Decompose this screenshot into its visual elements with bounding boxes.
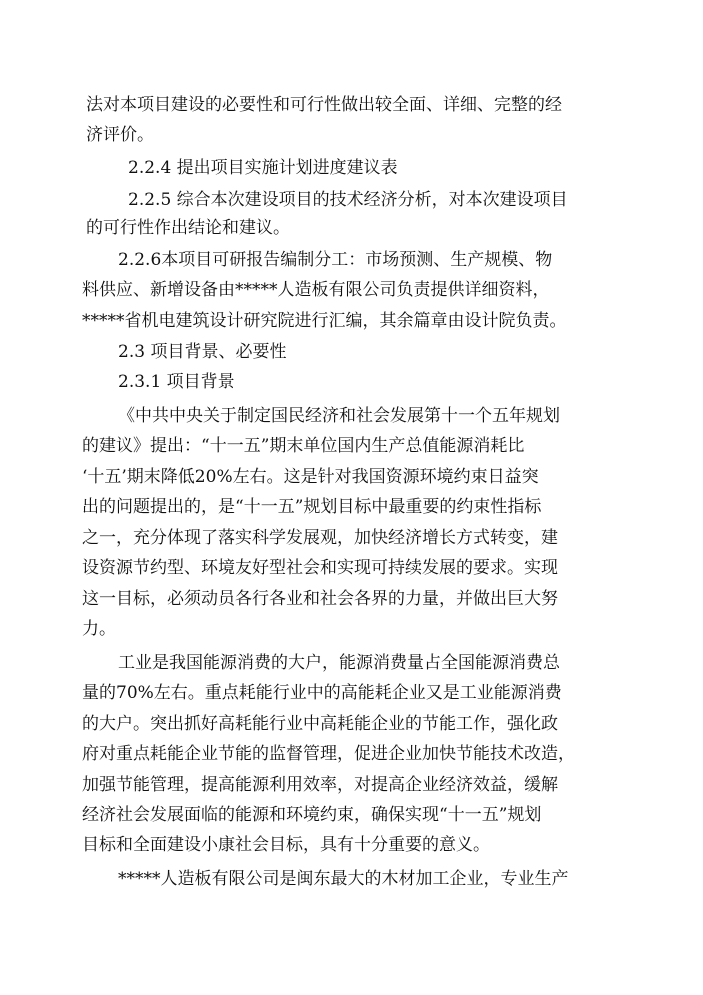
text-line: 量的70%左右。重点耗能行业中的高能耗企业又是工业能源消费 xyxy=(82,683,562,703)
text-line: 《中共中央关于制定国民经济和社会发展第十一个五年规划 xyxy=(118,406,560,426)
text-line: 之一，充分体现了落实科学发展观，加快经济增长方式转变，建 xyxy=(82,528,558,548)
text-line: 加强节能管理，提高能源利用效率，对提高企业经济效益，缓解 xyxy=(82,775,558,795)
text-line: *****人造板有限公司是闽东最大的木材加工企业，专业生产 xyxy=(118,869,569,889)
text-line: 工业是我国能源消费的大户，能源消费量占全国能源消费总 xyxy=(118,653,560,673)
text-line: 府对重点耗能企业节能的监督管理，促进企业加快节能技术改造， xyxy=(82,744,575,764)
text-line: 的可行性作出结论和建议。 xyxy=(86,218,290,238)
section-heading-2-2-4: 2.2.4 提出项目实施计划进度建议表 xyxy=(128,158,398,178)
text-line: *****省机电建筑设计研究院进行汇编，其余篇章由设计院负责。 xyxy=(82,311,567,331)
text-line: 目标和全面建设小康社会目标，具有十分重要的意义。 xyxy=(82,835,490,855)
text-line: 法对本项目建设的必要性和可行性做出较全面、详细、完整的经 xyxy=(86,95,562,115)
section-heading-2-3: 2.3 项目背景、必要性 xyxy=(118,342,287,362)
text-line: 力。 xyxy=(82,619,116,639)
text-line: 的大户。突出抓好高耗能行业中高耗能企业的节能工作，强化政 xyxy=(82,714,558,734)
text-line: 这一目标，必须动员各行各业和社会各界的力量，并做出巨大努 xyxy=(82,589,558,609)
section-heading-2-2-6: 2.2.6本项目可研报告编制分工：市场预测、生产规模、物 xyxy=(118,250,553,270)
text-line: ‘十五’期末降低20%左右。这是针对我国资源环境约束日益突 xyxy=(82,467,539,487)
text-line: 济评价。 xyxy=(86,125,154,145)
text-line: 料供应、新增设备由*****人造板有限公司负责提供详细资料， xyxy=(82,280,550,300)
text-line: 经济社会发展面临的能源和环境约束，确保实现“十一五”规划 xyxy=(82,805,542,825)
text-line: 出的问题提出的，是“十一五”规划目标中最重要的约束性指标 xyxy=(82,497,542,517)
text-line: 的建议》提出：“十一五”期末单位国内生产总值能源消耗比 xyxy=(82,436,525,456)
section-heading-2-2-5: 2.2.5 综合本次建设项目的技术经济分析，对本次建设项目 xyxy=(128,190,568,210)
section-heading-2-3-1: 2.3.1 项目背景 xyxy=(118,372,235,392)
text-line: 设资源节约型、环境友好型社会和实现可持续发展的要求。实现 xyxy=(82,558,558,578)
